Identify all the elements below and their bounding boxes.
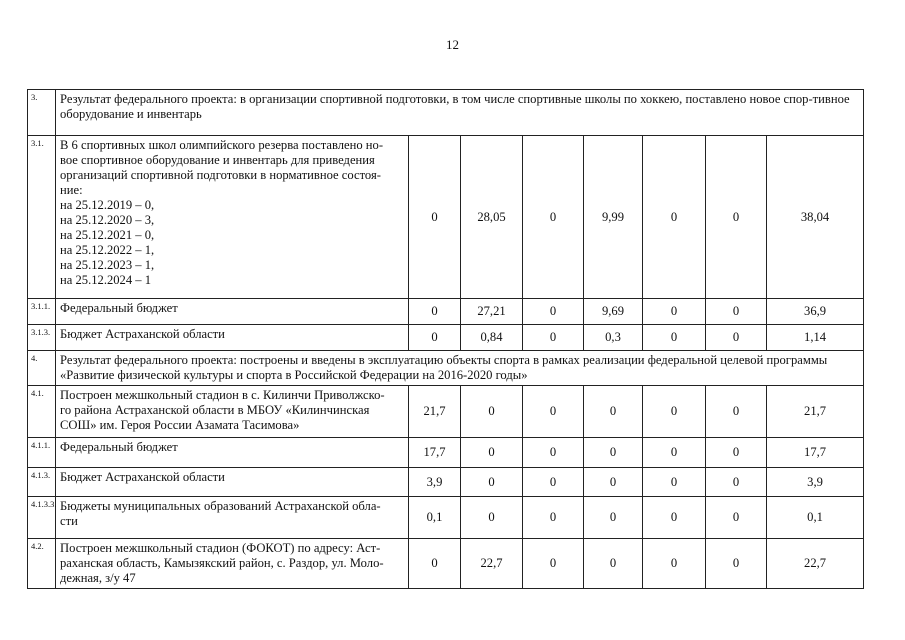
total-cell: 17,7 — [767, 438, 864, 468]
budget-table — [27, 89, 864, 589]
value-cell: 0 — [643, 497, 706, 539]
value-cell: 0 — [523, 299, 584, 325]
value-cell: 0 — [706, 299, 767, 325]
total-cell: 38,04 — [767, 136, 864, 299]
section-title: Результат федерального проекта: в организации спортивной подготовки, в том числе спортивные школы по хоккею, поставлено новое спор-тивное оборудование и инвентарь — [56, 90, 864, 136]
table-row — [28, 136, 864, 299]
table-row — [28, 438, 864, 468]
row-number: 4.1.1. — [28, 438, 56, 468]
value-cell: 0 — [461, 386, 523, 438]
total-cell: 22,7 — [767, 539, 864, 589]
row-description: Построен межшкольный стадион в с. Килинчи Приволжско- го района Астраханской области в МБОУ «Килинчинская СОШ» им. Героя России Азамата Тасимова» — [56, 386, 409, 438]
value-cell: 17,7 — [409, 438, 461, 468]
value-cell: 0 — [643, 325, 706, 351]
value-cell: 0 — [643, 136, 706, 299]
value-cell: 0 — [523, 136, 584, 299]
value-cell: 3,9 — [409, 468, 461, 497]
value-cell: 0 — [643, 539, 706, 589]
row-description: Бюджет Астраханской области — [56, 325, 409, 351]
value-cell: 0 — [706, 497, 767, 539]
row-description: Бюджеты муниципальных образований Астраханской обла- сти — [56, 497, 409, 539]
row-description: Построен межшкольный стадион (ФОКОТ) по адресу: Аст- раханская область, Камызякский район, с. Раздор, ул. Моло- дежная, з/у 47 — [56, 539, 409, 589]
value-cell: 0 — [523, 325, 584, 351]
table-row — [28, 299, 864, 325]
value-cell: 0,1 — [409, 497, 461, 539]
value-cell: 0 — [584, 468, 643, 497]
value-cell: 0 — [523, 438, 584, 468]
table-row — [28, 325, 864, 351]
section-row — [28, 351, 864, 386]
value-cell: 0 — [643, 468, 706, 497]
value-cell: 22,7 — [461, 539, 523, 589]
table-row — [28, 497, 864, 539]
value-cell: 0 — [706, 468, 767, 497]
row-number: 4.1.3.3. — [28, 497, 56, 539]
value-cell: 0 — [523, 386, 584, 438]
table-row — [28, 539, 864, 589]
row-number: 4. — [28, 351, 56, 386]
value-cell: 28,05 — [461, 136, 523, 299]
value-cell: 0 — [523, 539, 584, 589]
total-cell: 21,7 — [767, 386, 864, 438]
row-number: 3.1. — [28, 136, 56, 299]
value-cell: 9,99 — [584, 136, 643, 299]
value-cell: 0 — [409, 539, 461, 589]
row-number: 3. — [28, 90, 56, 136]
total-cell: 36,9 — [767, 299, 864, 325]
row-description: Федеральный бюджет — [56, 299, 409, 325]
total-cell: 3,9 — [767, 468, 864, 497]
value-cell: 0 — [523, 468, 584, 497]
row-number: 4.2. — [28, 539, 56, 589]
value-cell: 0 — [584, 438, 643, 468]
value-cell: 0 — [409, 299, 461, 325]
value-cell: 0 — [643, 299, 706, 325]
page-number: 12 — [446, 37, 459, 52]
row-number: 4.1. — [28, 386, 56, 438]
value-cell: 0 — [584, 386, 643, 438]
row-number: 4.1.3. — [28, 468, 56, 497]
value-cell: 9,69 — [584, 299, 643, 325]
value-cell: 0 — [643, 438, 706, 468]
value-cell: 0 — [643, 386, 706, 438]
value-cell: 0 — [409, 136, 461, 299]
value-cell: 0,3 — [584, 325, 643, 351]
value-cell: 0 — [461, 468, 523, 497]
row-number: 3.1.1. — [28, 299, 56, 325]
table-row — [28, 386, 864, 438]
value-cell: 0 — [461, 438, 523, 468]
value-cell: 0 — [706, 438, 767, 468]
row-description: В 6 спортивных школ олимпийского резерва поставлено но- вое спортивное оборудование и инвентарь для приведения организаций спортивной подготовки в нормативное состоя- ние: на 25.12.2019 – 0, на 25.12.2020 – 3, на 25.12.2021 – 0, на 25.12.2022 – 1, на 25.12.2023 – 1, на 25.12.2024 – 1 — [56, 136, 409, 299]
value-cell: 0 — [706, 539, 767, 589]
row-description: Бюджет Астраханской области — [56, 468, 409, 497]
section-title: Результат федерального проекта: построены и введены в эксплуатацию объекты спорта в рамках реализации федеральной целевой программы «Развитие физической культуры и спорта в Российской Федерации на 2016-2020 годы» — [56, 351, 864, 386]
table-body — [28, 90, 864, 589]
value-cell: 0 — [461, 497, 523, 539]
row-description: Федеральный бюджет — [56, 438, 409, 468]
total-cell: 1,14 — [767, 325, 864, 351]
row-number: 3.1.3. — [28, 325, 56, 351]
value-cell: 0,84 — [461, 325, 523, 351]
value-cell: 0 — [409, 325, 461, 351]
value-cell: 0 — [584, 497, 643, 539]
value-cell: 21,7 — [409, 386, 461, 438]
value-cell: 0 — [706, 386, 767, 438]
value-cell: 0 — [523, 497, 584, 539]
section-row — [28, 90, 864, 136]
value-cell: 0 — [706, 136, 767, 299]
value-cell: 0 — [584, 539, 643, 589]
table-row — [28, 468, 864, 497]
total-cell: 0,1 — [767, 497, 864, 539]
value-cell: 27,21 — [461, 299, 523, 325]
value-cell: 0 — [706, 325, 767, 351]
